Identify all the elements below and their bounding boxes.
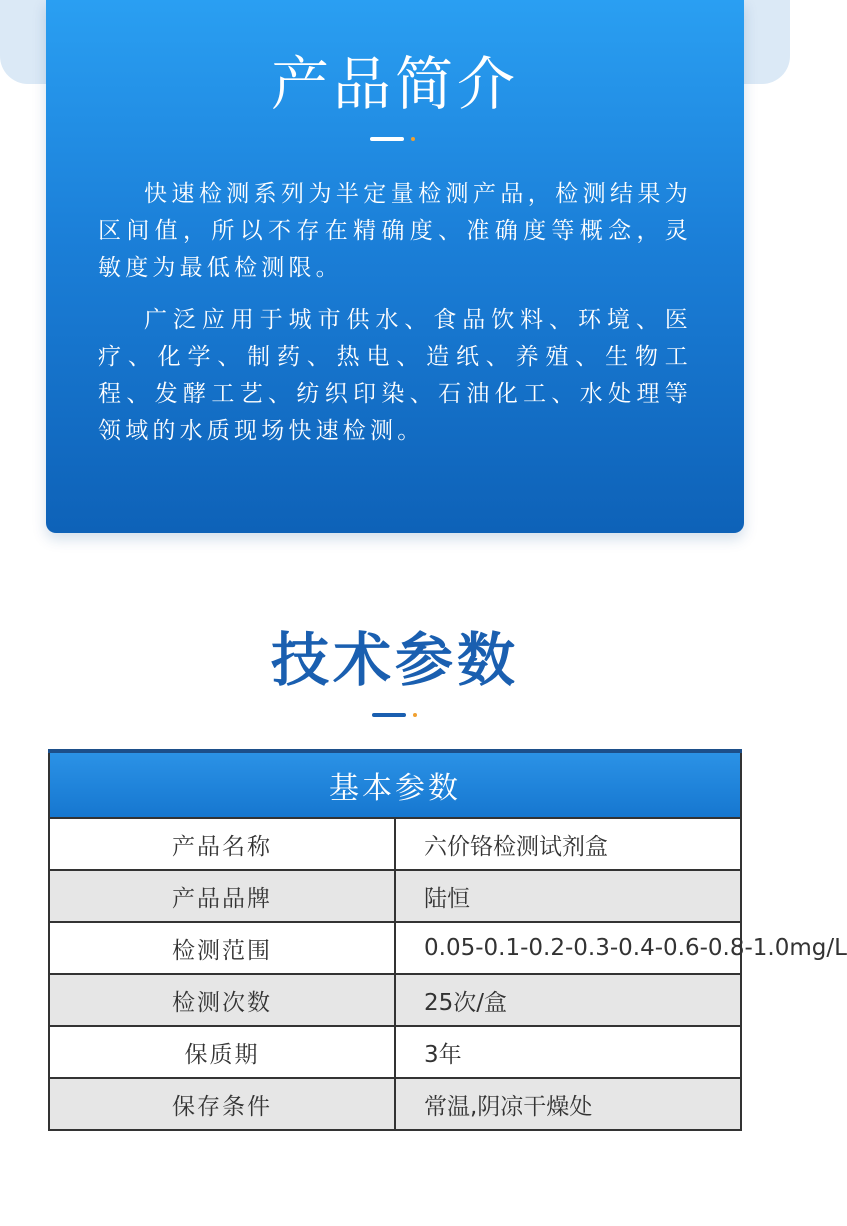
product-intro-card	[46, 0, 744, 533]
intro-paragraph-2: 广泛应用于城市供水、食品饮料、环境、医疗、化学、制药、热电、造纸、养殖、生物工程、发酵工艺、纺织印染、石油化工、水处理等领域的水质现场快速检测。	[98, 307, 692, 444]
intro-title-divider	[370, 137, 416, 141]
param-value: 3年	[395, 1026, 741, 1078]
intro-paragraph-1: 快速检测系列为半定量检测产品，检测结果为区间值，所以不存在精确度、准确度等概念，灵敏度为最低检测限。	[98, 181, 692, 281]
table-row	[49, 818, 741, 870]
table-header-row	[49, 751, 741, 818]
intro-title: 产品简介	[270, 50, 519, 118]
param-label: 检测次数	[49, 974, 395, 1026]
divider-dot	[411, 137, 415, 141]
tech-params-title: 技术参数	[270, 626, 519, 694]
param-label: 检测范围	[49, 922, 395, 974]
param-value: 六价铬检测试剂盒	[395, 818, 741, 870]
param-label: 保存条件	[49, 1078, 395, 1130]
table-row	[49, 974, 741, 1026]
intro-text	[98, 176, 692, 465]
param-value: 0.05-0.1-0.2-0.3-0.4-0.6-0.8-1.0mg/L	[395, 922, 741, 974]
param-value: 25次/盒	[395, 974, 741, 1026]
basic-params-table	[48, 749, 847, 1131]
table-row	[49, 1026, 741, 1078]
param-value: 常温,阴凉干燥处	[395, 1078, 741, 1130]
divider-dot	[413, 713, 417, 717]
table-header: 基本参数	[49, 751, 741, 818]
table-row	[49, 870, 741, 922]
divider-bar	[370, 137, 404, 141]
table-row	[49, 1078, 741, 1130]
param-label: 保质期	[49, 1026, 395, 1078]
tech-title-divider	[372, 713, 418, 717]
param-value: 陆恒	[395, 870, 741, 922]
param-label: 产品名称	[49, 818, 395, 870]
divider-bar	[372, 713, 406, 717]
param-label: 产品品牌	[49, 870, 395, 922]
table-row	[49, 922, 741, 974]
